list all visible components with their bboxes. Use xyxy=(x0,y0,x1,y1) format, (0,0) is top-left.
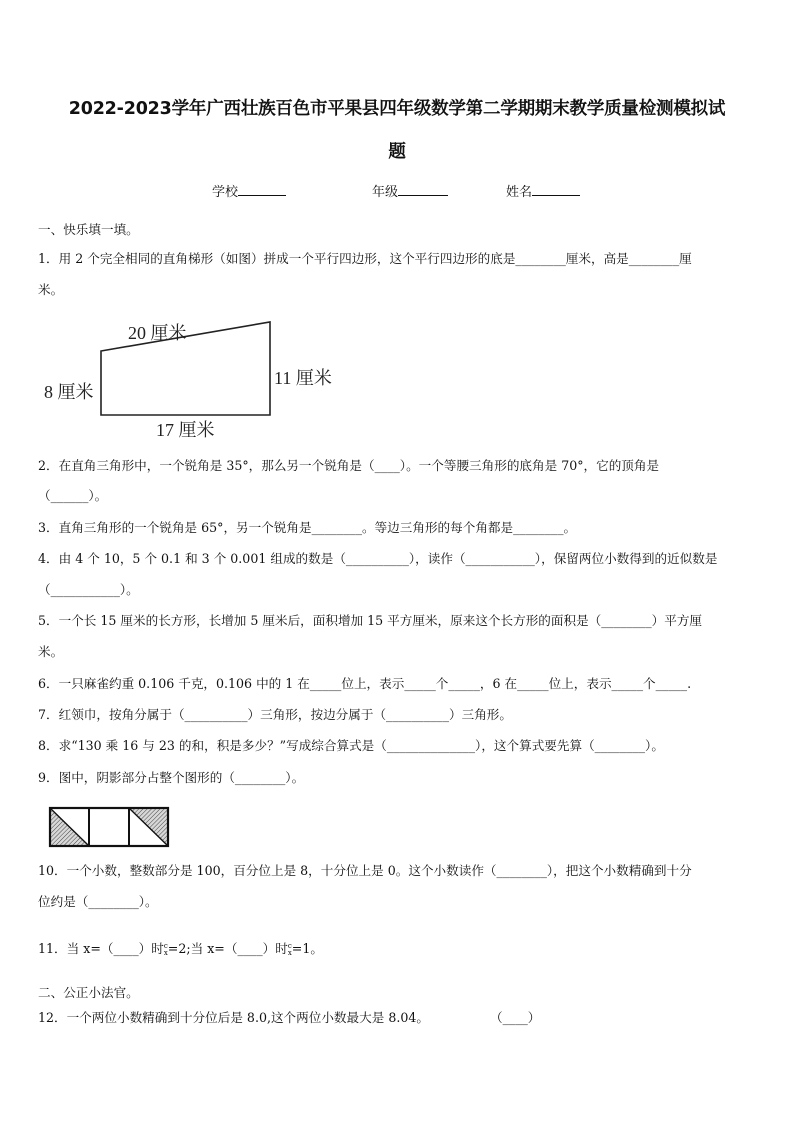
question-4-line-b: （___________）。 xyxy=(38,582,139,597)
question-8: 8．求“130 乘 16 与 23 的和，积是多少？”写成综合算式是（______________），这个算式要先算（________）。 xyxy=(38,738,664,753)
question-6: 6．一只麻雀约重 0.106 千克，0.106 中的 1 在_____位上，表示_____个_____，6 在_____位上，表示_____个_____. xyxy=(38,676,692,691)
question-3: 3．直角三角形的一个锐角是 65°，另一个锐角是________。等边三角形的每个角都是________。 xyxy=(38,520,577,535)
question-11-part-1: 11．当 x=（____）时 xyxy=(38,941,164,956)
fraction-1-denominator: x xyxy=(163,948,168,957)
section-2-heading: 二、公正小法官。 xyxy=(38,985,139,1000)
question-10-line-b: 位约是（________）。 xyxy=(38,894,158,909)
trapezoid-left-label: 8 厘米 xyxy=(44,382,94,402)
question-2-line-b: （______）。 xyxy=(38,488,108,503)
name-label: 姓名 xyxy=(506,185,533,200)
grade-field[interactable] xyxy=(372,181,448,200)
school-label: 学校 xyxy=(212,185,239,200)
question-11-part-3: =1。 xyxy=(291,941,323,956)
trapezoid-top-label: 20 厘米 xyxy=(128,323,187,343)
question-12-answer-paren[interactable]: （____） xyxy=(490,1010,541,1025)
name-blank[interactable] xyxy=(532,183,580,196)
question-11-part-2: =2;当 x=（____）时 xyxy=(167,941,288,956)
question-5-line-a: 5．一个长 15 厘米的长方形，长增加 5 厘米后，面积增加 15 平方厘米，原来这个长方形的面积是（________）平方厘 xyxy=(38,613,703,628)
question-9: 9．图中，阴影部分占整个图形的（________）。 xyxy=(38,770,305,785)
page-title xyxy=(30,88,764,174)
grade-blank[interactable] xyxy=(398,183,448,196)
fraction-1-numerator: c xyxy=(163,941,168,950)
question-2-line-a: 2．在直角三角形中，一个锐角是 35°，那么另一个锐角是（____）。一个等腰三角形的底角是 70°，它的顶角是 xyxy=(38,458,660,473)
question-12: 12．一个两位小数精确到十分位后是 8.0,这个两位小数最大是 8.04。 xyxy=(38,1010,429,1025)
fraction-2-denominator: x xyxy=(287,948,292,957)
school-blank[interactable] xyxy=(238,183,286,196)
grade-label: 年级 xyxy=(372,185,399,200)
question-5-line-b: 米。 xyxy=(38,644,64,659)
trapezoid-bottom-label: 17 厘米 xyxy=(156,420,215,440)
question-1-line-a: 1．用 2 个完全相同的直角梯形（如图）拼成一个平行四边形，这个平行四边形的底是________厘米，高是________厘 xyxy=(38,251,692,266)
name-field[interactable] xyxy=(506,181,580,200)
question-4-line-a: 4．由 4 个 10，5 个 0.1 和 3 个 0.001 组成的数是（__________），读作（___________），保留两位小数得到的近似数是 xyxy=(38,551,718,566)
section-1-heading: 一、快乐填一填。 xyxy=(38,222,139,237)
question-7: 7．红领巾，按角分属于（__________）三角形，按边分属于（__________）三角形。 xyxy=(38,707,512,722)
shaded-squares-figure xyxy=(48,806,172,848)
fraction-2-numerator: c xyxy=(287,941,292,950)
question-11 xyxy=(38,941,323,957)
question-10-line-a: 10．一个小数，整数部分是 100，百分位上是 8，十分位上是 0。这个小数读作（________），把这个小数精确到十分 xyxy=(38,863,692,878)
question-1-line-b: 米。 xyxy=(38,282,64,297)
trapezoid-right-label: 11 厘米 xyxy=(274,368,332,388)
school-field[interactable] xyxy=(212,181,286,200)
title-line-2: 题 xyxy=(388,142,406,162)
title-line-1: 2022-2023学年广西壮族百色市平果县四年级数学第二学期期末教学质量检测模拟试 xyxy=(68,99,726,119)
